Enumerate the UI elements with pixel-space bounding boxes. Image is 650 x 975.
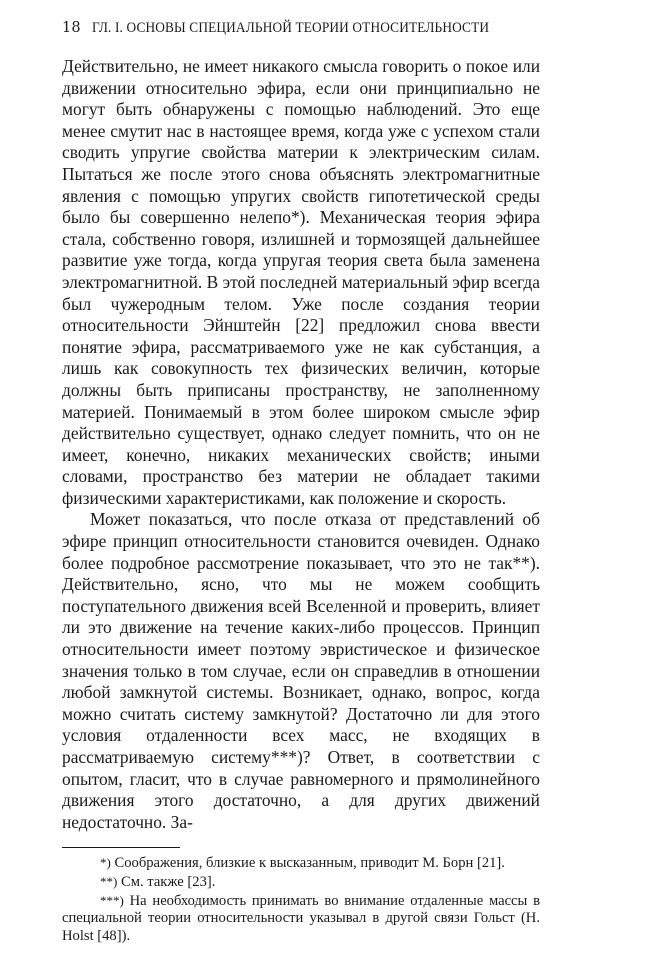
footnote-1-mark: *) — [100, 855, 111, 871]
footnote-2-text: См. также [23]. — [121, 873, 216, 890]
footnote-2 — [62, 873, 540, 892]
footnote-3 — [62, 892, 540, 946]
footnote-rule — [62, 847, 180, 848]
footnote-3-text: На необходимость принимать во внимание отдаленные массы в специальной теории относительности указывал в другой связи Гольст (H. Holst [48]). — [62, 892, 540, 944]
footnote-1 — [62, 854, 540, 873]
footnote-3-mark: ***) — [100, 892, 124, 908]
book-page — [62, 20, 540, 945]
footnotes — [62, 854, 540, 945]
paragraph-2: Может показаться, что после отказа от представлений об эфире принцип относительности становится очевиден. Однако более подробное рассмотрение показывает, что это не так**). Действительно, ясно, что мы не можем сообщить поступательного движения всей Вселенной и проверить, влияет ли это движение на течение каких-либо процессов. Принцип относительности имеет поэтому эвристическое и физическое значения только в том случае, если он справедлив в отношении любой замкнутой системы. Возникает, однако, вопрос, когда можно считать систему замкнутой? Достаточно ли для этого условия отдаленности всех масс, не входящих в рассматриваемую систему***)? Ответ, в соответствии с опытом, гласит, что в случае равномерного и прямолинейного движения этого достаточно, а для других движений недостаточно. За- — [62, 509, 540, 832]
footnote-1-text: Соображения, близкие к высказанным, приводит М. Борн [21]. — [114, 855, 505, 872]
footnote-2-mark: **) — [100, 873, 118, 889]
body-text — [62, 56, 540, 833]
running-title: ГЛ. I. ОСНОВЫ СПЕЦИАЛЬНОЙ ТЕОРИИ ОТНОСИТЕЛЬНОСТИ — [92, 20, 490, 36]
running-head — [62, 20, 540, 46]
paragraph-1: Действительно, не имеет никакого смысла говорить о покое или движении относительно эфира, если они принципиально не могут быть обнаружены с помощью наблюдений. Это еще менее смутит нас в настоящее время, когда уже с успехом стали сводить упругие свойства материи к электрическим силам. Пытаться же после этого снова объяснять электромагнитные явления с помощью упругих свойств гипотетической среды было бы совершенно нелепо*). Механическая теория эфира стала, собственно говоря, излишней и тормозящей дальнейшее развитие уже тогда, когда упругая теория света была заменена электромагнитной. В этой последней материальный эфир всегда был чужеродным телом. Уже после создания теории относительности Эйнштейн [22] предложил снова ввести понятие эфира, рассматриваемого уже не как субстанция, а лишь как совокупность тех физических величин, которые должны быть приписаны пространству, не заполненному материей. Понимаемый в этом более широком смысле эфир действительно существует, однако следует помнить, что он не имеет, конечно, никаких механических свойств; иными словами, пространство без материи не обладает такими физическими характеристиками, как положение и скорость. — [62, 56, 540, 508]
page-number: 18 — [62, 20, 81, 36]
